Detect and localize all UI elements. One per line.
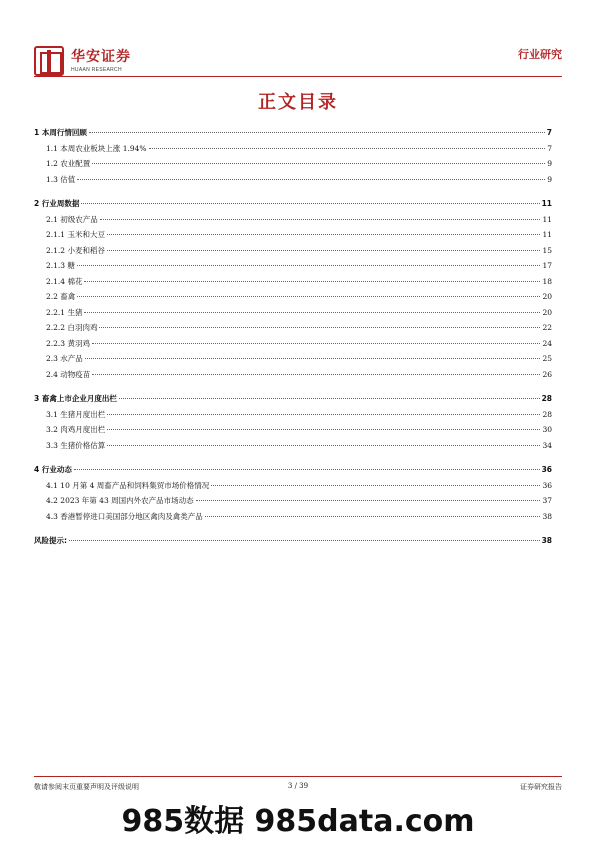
toc-entry[interactable] (34, 322, 552, 338)
toc-entry-label: 1.1 本周农业板块上涨 1.94% (46, 143, 147, 153)
logo-seal-icon (34, 46, 64, 76)
toc-dot-leader (149, 148, 546, 149)
toc-dot-leader (77, 179, 545, 180)
toc-entry-label: 3.3 生猪价格估算 (46, 440, 106, 450)
toc-entry[interactable] (34, 307, 552, 323)
toc-entry-label: 4.3 香港暂停进口美国部分地区禽肉及禽类产品 (46, 511, 203, 521)
toc-entry[interactable] (34, 260, 552, 276)
toc-entry-label: 2.1.3 糖 (46, 261, 75, 270)
toc-entry[interactable] (34, 158, 552, 174)
toc-entry[interactable] (34, 393, 552, 409)
toc-entry[interactable] (34, 353, 552, 369)
header-divider (34, 76, 562, 77)
toc-group-gap (34, 455, 552, 459)
toc-dot-leader (196, 500, 541, 501)
toc-dot-leader (211, 485, 540, 486)
toc-dot-leader (107, 445, 540, 446)
toc-entry-label: 风险提示: (34, 536, 67, 545)
toc-entry-label: 3.2 肉鸡月度出栏 (46, 425, 106, 434)
toc-entry-label: 2.3 水产品 (46, 354, 83, 363)
company-logo (34, 46, 131, 76)
toc-dot-leader (77, 296, 540, 297)
toc-entry-page: 11 (542, 214, 552, 224)
toc-dot-leader (69, 540, 540, 541)
toc-dot-leader (77, 265, 540, 266)
toc-entry-label: 2.2.1 生猪 (46, 307, 83, 317)
toc-entry-page: 9 (547, 174, 552, 184)
toc-entry-label: 4.1 10 月第 4 周畜产品和饲料集贸市场价格情况 (46, 480, 210, 490)
toc-entry-page: 26 (542, 369, 552, 379)
toc-entry[interactable] (34, 143, 552, 159)
toc-dot-leader (92, 163, 545, 164)
toc-entry-label: 2.2.3 黄羽鸡 (46, 338, 90, 348)
toc-entry-label: 2.1 初级农产品 (46, 214, 98, 224)
toc-dot-leader (99, 327, 540, 328)
toc-entry-label: 2.2.2 白羽肉鸡 (46, 323, 98, 332)
toc-dot-leader (74, 469, 540, 470)
toc-entry-page: 28 (541, 394, 552, 403)
toc-entry-label: 1.3 估值 (46, 174, 76, 184)
toc-entry[interactable] (34, 369, 552, 385)
toc-entry[interactable] (34, 229, 552, 245)
toc-entry-label: 3.1 生猪月度出栏 (46, 409, 106, 419)
toc-entry-page: 11 (541, 199, 552, 208)
page-number: 3 / 39 (287, 782, 309, 790)
report-type-label: 行业研究 (518, 48, 562, 61)
toc-dot-leader (107, 234, 540, 235)
page-title: 正文目录 (258, 92, 338, 113)
toc-entry[interactable] (34, 338, 552, 354)
toc-entry[interactable] (34, 127, 552, 143)
toc-entry[interactable] (34, 495, 552, 511)
toc-entry-page: 15 (542, 245, 552, 255)
toc-dot-leader (107, 414, 540, 415)
toc-entry[interactable] (34, 245, 552, 261)
toc-dot-leader (107, 250, 540, 251)
toc-dot-leader (107, 429, 540, 430)
toc-entry-page: 7 (546, 128, 552, 137)
toc-dot-leader (119, 398, 540, 399)
toc-entry-page: 18 (542, 276, 552, 286)
toc-entry-label: 1 本周行情回顾 (34, 128, 87, 137)
toc-entry[interactable] (34, 511, 552, 527)
toc-entry-page: 34 (542, 440, 552, 450)
toc-entry-page: 30 (542, 425, 552, 434)
toc-entry-page: 9 (547, 159, 552, 168)
toc-dot-leader (84, 312, 540, 313)
toc-entry[interactable] (34, 214, 552, 230)
toc-dot-leader (89, 132, 545, 133)
toc-entry-page: 25 (542, 354, 552, 363)
toc-entry[interactable] (34, 198, 552, 214)
toc-dot-leader (92, 374, 540, 375)
toc-entry[interactable] (34, 480, 552, 496)
toc-entry-page: 24 (542, 338, 552, 348)
toc-dot-leader (84, 281, 540, 282)
watermark-text: 985数据 985data.com (121, 804, 475, 839)
toc-entry-label: 3 畜禽上市企业月度出栏 (34, 394, 117, 403)
table-of-contents (34, 127, 552, 551)
toc-entry-page: 11 (542, 230, 552, 239)
toc-entry[interactable] (34, 440, 552, 456)
toc-entry-label: 2.4 动物疫苗 (46, 369, 91, 379)
toc-entry-page: 17 (542, 261, 552, 270)
toc-entry-label: 2 行业周数据 (34, 199, 80, 208)
toc-dot-leader (81, 203, 539, 204)
toc-group-gap (34, 384, 552, 388)
toc-dot-leader (85, 358, 541, 359)
toc-entry-page: 36 (541, 465, 552, 474)
toc-entry-page: 28 (542, 409, 552, 419)
toc-dot-leader (92, 343, 540, 344)
toc-group-gap (34, 526, 552, 530)
toc-entry[interactable] (34, 174, 552, 190)
toc-entry-page: 20 (542, 307, 552, 317)
footer-disclaimer: 敬请参阅末页重要声明及评级说明 (34, 783, 139, 791)
toc-entry-label: 2.1.4 棉花 (46, 276, 83, 286)
toc-entry-label: 4 行业动态 (34, 465, 72, 474)
toc-entry-page: 36 (542, 480, 552, 490)
toc-entry-label: 1.2 农业配置 (46, 159, 91, 168)
logo-english-name: HUAAN RESEARCH (71, 67, 122, 73)
toc-entry-page: 37 (542, 496, 552, 505)
toc-entry[interactable] (34, 424, 552, 440)
toc-entry[interactable] (34, 291, 552, 307)
toc-entry[interactable] (34, 276, 552, 292)
toc-entry-page: 38 (541, 536, 552, 545)
toc-dot-leader (205, 516, 541, 517)
toc-entry[interactable] (34, 409, 552, 425)
toc-group-gap (34, 189, 552, 193)
toc-entry-label: 2.1.2 小麦和稻谷 (46, 245, 105, 255)
toc-entry-page: 20 (542, 292, 552, 301)
footer-report-label: 证券研究报告 (520, 783, 562, 791)
page-footer (34, 782, 562, 792)
toc-entry-label: 2.2 畜禽 (46, 292, 76, 301)
toc-entry[interactable] (34, 535, 552, 551)
toc-entry[interactable] (34, 464, 552, 480)
toc-entry-page: 22 (542, 323, 552, 332)
toc-dot-leader (100, 219, 541, 220)
toc-entry-label: 4.2 2023 年第 43 周国内外农产品市场动态 (46, 496, 194, 505)
toc-entry-page: 7 (547, 143, 552, 153)
logo-chinese-name: 华安证券 (71, 49, 131, 65)
footer-divider (34, 776, 562, 777)
toc-entry-page: 38 (542, 511, 552, 521)
toc-entry-label: 2.1.1 玉米和大豆 (46, 230, 105, 239)
